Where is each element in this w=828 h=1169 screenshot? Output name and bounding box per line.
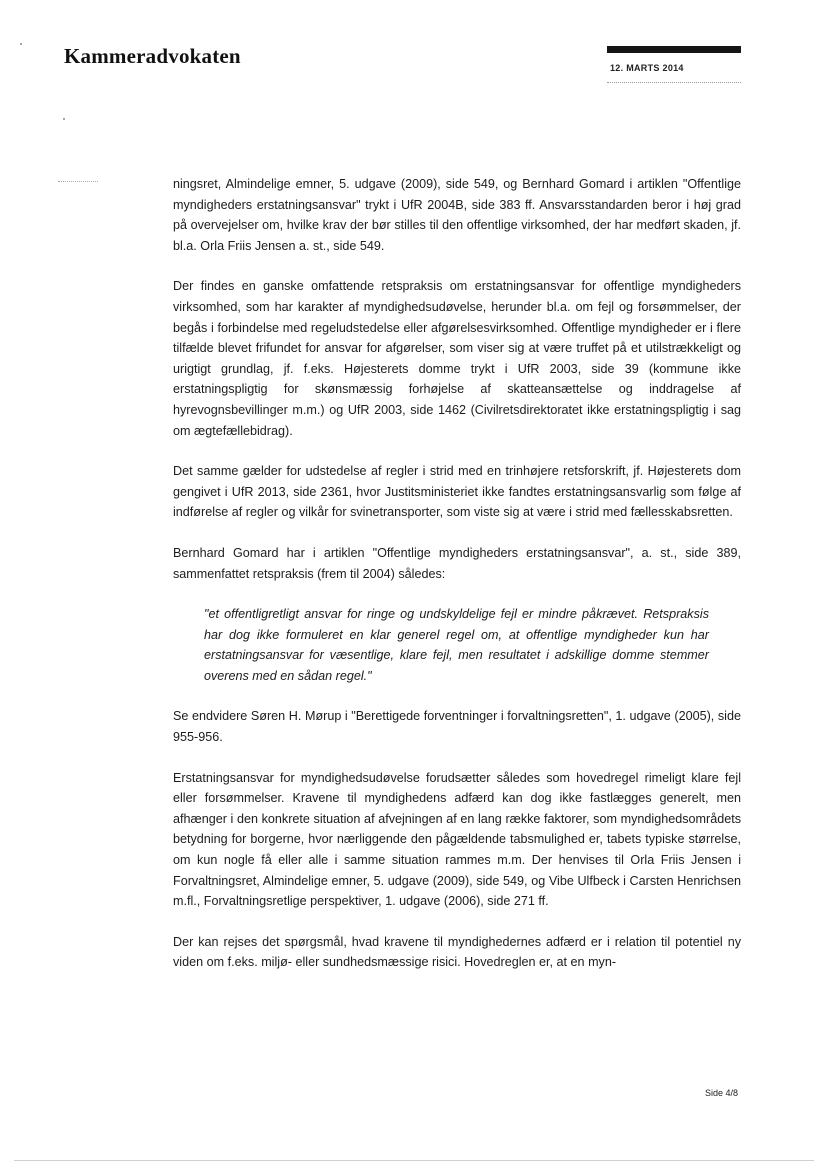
page-bottom-edge [14,1160,814,1161]
margin-dotted-mark [58,181,98,182]
block-quote: "et offentligretligt ansvar for ringe og undskyldelige fejl er mindre påkrævet. Retspraksis har dog ikke formuleret en klar generel regel om, at offentlige myndigheder kun har erstatningsansvar for væsentlige, klare fejl, men resultatet i adskillige domme stemmer overens med en sådan regel." [204,607,709,683]
paragraph: Se endvidere Søren H. Mørup i "Berettigede forventninger i forvaltningsretten", 1. udgave (2005), side 955-956. [173,709,741,745]
paragraph: Bernhard Gomard har i artiklen "Offentlige myndigheders erstatningsansvar", a. st., side 389, sammenfattet retspraksis (frem til 2004) således: [173,545,741,581]
paragraph: ningsret, Almindelige emner, 5. udgave (2009), side 549, og Bernhard Gomard i artiklen "Offentlige myndigheders erstatningsansvar" trykt i UfR 2004B, side 383 ff. Ansvarsstandarden beror i høj grad på overvejelser om, hvilke krav der bør stilles til den offentlige virksomhed, der har medført skaden, jf. bl.a. Orla Friis Jensen a. st., side 549. [173,177,741,253]
header-bar [607,46,741,53]
header-dotted-rule [607,82,741,83]
company-logo: Kammeradvokaten [64,44,241,68]
paragraph: Der findes en ganske omfattende retspraksis om erstatningsansvar for offentlige myndigheders virksomhed, som har karakter af myndighedsudøvelse, herunder bl.a. om fejl og forsømmelser, der begås i forbindelse med regeludstedelse eller afgørelsesvirksomhed. Offentlige myndigheder er i flere tilfælde blevet frifundet for ansvar for afgørelser, som viser sig at være truffet på et utilstrækkeligt og urigtigt grundlag, jf. f.eks. Højesterets domme trykt i UfR 2003, side 39 (kommune ikke erstatningspligtig for skønsmæssig forhøjelse af skatteansættelse og inddragelse af hyrevognsbevillinger m.m.) og UfR 2003, side 1462 (Civilretsdirektoratet ikke erstatningspligtig i sag om ægtefællebidrag). [173,279,741,438]
scan-speck [20,43,22,45]
paragraph: Det samme gælder for udstedelse af regler i strid med en trinhøjere retsforskrift, jf. Højesterets dom gengivet i UfR 2013, side 2361, hvor Justitsministeriet ikke fandtes erstatningsansvarlig som følge af indførelse af regler og vilkår for svinetransporter, som viste sig at være i strid med fællesskabsretten. [173,464,741,520]
document-body [173,174,741,993]
scan-speck [63,118,65,120]
paragraph: Der kan rejses det spørgsmål, hvad kravene til myndighedernes adfærd er i relation til potentiel ny viden om f.eks. miljø- eller sundhedsmæssige risici. Hovedreglen er, at en myn- [173,934,741,970]
page-number: Side 4/8 [705,1088,739,1098]
paragraph: Erstatningsansvar for myndighedsudøvelse forudsætter således som hovedregel rimeligt klare fejl eller forsømmelser. Kravene til myndighedens adfærd kan dog ikke fastlægges generelt, men afhænger i den konkrete situation af afvejningen af en lang række faktorer, som myndighedsområdets betydning for borgerne, hvor nærliggende den pågældende tabsmulighed er, tabets typiske størrelse, om kun nogle få eller alle i samme situation rammes m.m. Der henvises til Orla Friis Jensen i Forvaltningsret, Almindelige emner, 5. udgave (2009), side 549, og Vibe Ulfbeck i Carsten Henrichsen m.fl., Forvaltningsretlige perspektiver, 1. udgave (2006), side 271 ff. [173,770,741,909]
document-date: 12. MARTS 2014 [610,63,684,73]
